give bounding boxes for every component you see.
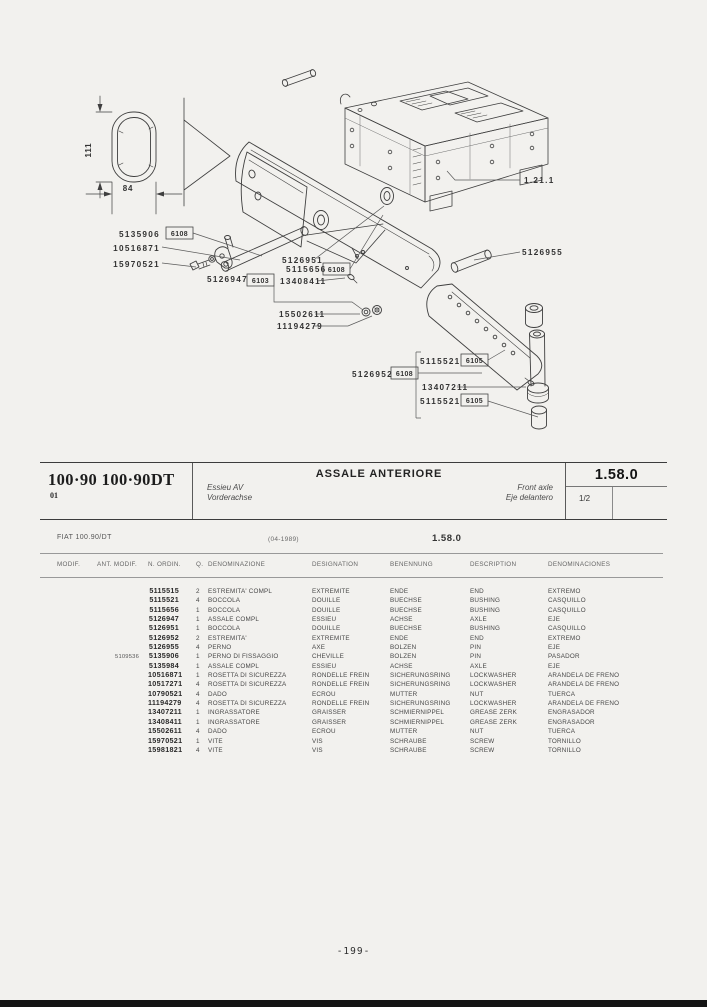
col-modif: MODIF. (57, 561, 81, 568)
part-callout: 15502611 (279, 310, 326, 319)
title-cell (193, 463, 565, 519)
cell-denominaciones: TUERCA (548, 728, 576, 736)
cell-description: BUSHING (470, 625, 501, 633)
cell-denominaciones: ARANDELA DE FRENO (548, 700, 620, 708)
assembly-ref-callout: 1.21.1 (524, 176, 555, 185)
cell-part-number: 5115656 (149, 604, 179, 614)
cell-benennung: MUTTER (390, 690, 418, 698)
table-row (57, 689, 661, 698)
table-row (57, 661, 661, 670)
cell-denominaciones: CASQUILLO (548, 597, 586, 605)
col-designation: DESIGNATION (312, 561, 359, 568)
part-callout: 13407211 (422, 383, 469, 392)
cell-description: LOCKWASHER (470, 700, 517, 708)
table-row (57, 586, 661, 595)
table-row (57, 623, 661, 632)
cell-benennung: SCHMIERNIPPEL (390, 718, 445, 726)
cell-description: SCREW (470, 746, 495, 754)
table-rule (40, 553, 663, 554)
cell-designation: CHEVILLE (312, 653, 345, 661)
cell-denominaciones: TUERCA (548, 690, 576, 698)
cell-denominaciones: TORNILLO (548, 737, 581, 745)
cell-part-number: 15970521 (148, 735, 183, 745)
cell-denominazione: INGRASSATORE (208, 709, 260, 717)
cell-description: AXLE (470, 662, 487, 670)
title-block (40, 462, 667, 520)
page-title: ASSALE ANTERIORE (315, 468, 443, 480)
cell-description: BUSHING (470, 597, 501, 605)
cell-quantity: 2 (196, 588, 200, 595)
cell-part-number: 5115521 (149, 595, 179, 605)
part-callout: 5115656 (286, 265, 327, 274)
dimension-height-label: 111 (84, 142, 93, 158)
cell-denominazione: ASSALE COMPL (208, 662, 260, 670)
cell-denominaciones: EJE (548, 644, 561, 652)
cell-quantity: 1 (196, 737, 200, 745)
cell-denominaciones: ENGRASADOR (548, 709, 595, 717)
part-callout: 5126955 (522, 248, 563, 257)
cell-denominazione: ROSETTA DI SICUREZZA (208, 681, 287, 689)
table-row (57, 736, 661, 745)
ref-tag: 6108 (395, 371, 414, 378)
cell-description: NUT (470, 728, 484, 736)
cell-description: END (470, 588, 484, 595)
cell-denominaciones: EXTREMO (548, 588, 581, 595)
part-callout: 13408411 (280, 277, 327, 286)
cell-designation: VIS (312, 737, 323, 745)
table-rule (40, 577, 663, 578)
cell-denominazione: VITE (208, 737, 223, 745)
catalog-model: FIAT 100.90/DT (57, 534, 112, 541)
cell-part-number: 5126955 (148, 642, 179, 652)
cell-denominazione: PERNO (208, 644, 232, 652)
cell-quantity: 1 (196, 606, 200, 614)
cell-designation: RONDELLE FREIN (312, 681, 370, 689)
col-denominazione: DENOMINAZIONE (208, 561, 266, 568)
cell-description: LOCKWASHER (470, 681, 517, 689)
cell-description: PIN (470, 653, 482, 661)
cell-benennung: MUTTER (390, 728, 418, 736)
cell-denominaciones: EJE (548, 616, 561, 624)
cell-part-number: 10790521 (148, 688, 183, 698)
cell-denominazione: BOCCOLA (208, 625, 241, 633)
col-n-ordin: N. ORDIN. (148, 561, 181, 568)
cell-denominazione: ROSETTA DI SICUREZZA (208, 672, 287, 680)
cell-quantity: 4 (196, 681, 200, 689)
cell-denominazione: PERNO DI FISSAGGIO (208, 653, 279, 661)
cell-part-number: 5126952 (148, 632, 179, 642)
cell-description: BUSHING (470, 606, 501, 614)
cell-part-number: 13407211 (148, 707, 182, 717)
cell-denominaciones: PASADOR (548, 653, 580, 661)
cell-designation: ECROU (312, 728, 336, 736)
ref-tag: 6105 (465, 358, 484, 365)
subtitle-right (506, 483, 553, 503)
col-benennung: BENENNUNG (390, 561, 433, 568)
part-callout: 5126951 (282, 256, 323, 265)
table-body (57, 586, 661, 754)
cell-quantity: 4 (196, 728, 200, 736)
part-callout: 5135906 (119, 230, 160, 239)
table-row (57, 717, 661, 726)
cell-denominaciones: ARANDELA DE FRENO (548, 672, 620, 680)
cell-designation: DOUILLE (312, 625, 341, 633)
cell-denominaciones: ARANDELA DE FRENO (548, 681, 620, 689)
cell-description: END (470, 634, 484, 642)
cell-description: SCREW (470, 737, 495, 745)
table-row (57, 595, 661, 604)
cell-denominazione: VITE (208, 746, 223, 754)
cell-quantity: 1 (196, 718, 200, 726)
cell-ant-modif: 5109536 (115, 654, 139, 661)
cell-part-number: 5126947 (148, 614, 179, 624)
table-row (57, 651, 661, 660)
model-note: 01 (50, 491, 58, 500)
col-denominaciones: DENOMINACIONES (548, 561, 611, 568)
cell-benennung: SICHERUNGSRING (390, 681, 451, 689)
cell-quantity: 4 (196, 700, 200, 708)
cell-benennung: ENDE (390, 588, 409, 595)
cell-denominazione: ESTREMITA' (208, 634, 247, 642)
cell-description: GREASE ZERK (470, 709, 517, 717)
cell-benennung: BOLZEN (390, 653, 417, 661)
dimension-width-label: 84 (122, 184, 134, 193)
cell-quantity: 1 (196, 616, 200, 624)
cell-description: NUT (470, 690, 484, 698)
cell-description: LOCKWASHER (470, 672, 517, 680)
cell-benennung: ACHSE (390, 616, 413, 624)
cell-part-number: 11194279 (148, 698, 182, 708)
cell-description: GREASE ZERK (470, 718, 517, 726)
cell-part-number: 13408411 (148, 716, 182, 726)
cell-part-number: 5115515 (149, 586, 179, 595)
cell-part-number: 15981821 (148, 744, 183, 754)
parts-table (40, 528, 667, 760)
table-row (57, 726, 661, 735)
table-row (57, 707, 661, 716)
cell-designation: EXTREMITE (312, 588, 350, 595)
cell-denominaciones: CASQUILLO (548, 606, 586, 614)
part-callout: 15970521 (113, 260, 160, 269)
ref-tag: 6108 (327, 267, 346, 274)
subtitle-left (207, 483, 252, 503)
sheet-number-value: 1/2 (579, 494, 591, 503)
cell-quantity: 1 (196, 709, 200, 717)
section-code-cell (565, 463, 667, 519)
cell-designation: EXTREMITE (312, 634, 350, 642)
table-row (57, 745, 661, 754)
cell-denominazione: DADO (208, 690, 227, 698)
cell-description: AXLE (470, 616, 487, 624)
table-row (57, 642, 661, 651)
scan-edge (0, 1000, 707, 1007)
part-callout: 11194279 (277, 322, 323, 331)
page-number: -199- (336, 946, 371, 957)
table-header-row (57, 561, 661, 568)
part-callout: 5126952 (352, 370, 393, 379)
cell-benennung: SCHRAUBE (390, 737, 427, 745)
subtitle-german: Vorderachse (207, 493, 253, 502)
cell-quantity: 1 (196, 662, 200, 670)
cell-part-number: 5135984 (148, 660, 179, 670)
col-ant-modif: ANT. MODIF. (97, 561, 138, 568)
cell-denominazione: BOCCOLA (208, 606, 241, 614)
table-row (57, 605, 661, 614)
table-row (57, 698, 661, 707)
cell-benennung: SCHRAUBE (390, 746, 427, 754)
part-callout: 5126947 (207, 275, 248, 284)
cell-quantity: 4 (196, 746, 200, 754)
model-cell (40, 463, 193, 519)
cell-designation: GRAISSER (312, 709, 347, 717)
table-row (57, 679, 661, 688)
sheet-number (566, 487, 667, 519)
cell-denominaciones: TORNILLO (548, 746, 581, 754)
cell-quantity: 4 (196, 644, 200, 652)
col-description: DESCRIPTION (470, 561, 517, 568)
table-row (57, 614, 661, 623)
cell-denominazione: DADO (208, 728, 227, 736)
issue-date: (04-1989) (268, 536, 299, 543)
cell-designation: VIS (312, 746, 323, 754)
cell-denominaciones: ENGRASADOR (548, 718, 595, 726)
cell-designation: AXE (312, 644, 326, 652)
cell-benennung: BOLZEN (390, 644, 417, 652)
col-q: Q. (196, 561, 204, 568)
cell-part-number: 5126951 (148, 623, 179, 633)
cell-denominaciones: CASQUILLO (548, 625, 586, 633)
subtitle-french: Essieu AV (207, 483, 244, 492)
cell-denominaciones: EJE (548, 662, 561, 670)
cell-denominazione: BOCCOLA (208, 597, 241, 605)
cell-designation: ESSIEU (312, 662, 337, 670)
cell-designation: DOUILLE (312, 606, 341, 614)
section-code: 1.58.0 (566, 463, 667, 487)
cell-denominazione: INGRASSATORE (208, 718, 260, 726)
cell-benennung: SICHERUNGSRING (390, 700, 451, 708)
cell-benennung: BUECHSE (390, 597, 422, 605)
subtitle-english: Front axle (517, 483, 553, 492)
cell-benennung: ENDE (390, 634, 409, 642)
model-designation: 100·90 100·90DT (48, 470, 175, 489)
cell-designation: RONDELLE FREIN (312, 700, 370, 708)
ref-tag: 6103 (251, 278, 270, 285)
cell-benennung: SICHERUNGSRING (390, 672, 451, 680)
cell-designation: GRAISSER (312, 718, 347, 726)
table-row (57, 633, 661, 642)
cell-description: PIN (470, 644, 482, 652)
cell-denominaciones: EXTREMO (548, 634, 581, 642)
cell-quantity: 1 (196, 672, 200, 680)
cell-part-number: 5135906 (148, 651, 179, 661)
cell-designation: ESSIEU (312, 616, 337, 624)
cell-quantity: 4 (196, 690, 200, 698)
ref-tag: 6105 (465, 398, 484, 405)
table-row (57, 670, 661, 679)
cell-benennung: SCHMIERNIPPEL (390, 709, 445, 717)
ref-tag: 6108 (170, 231, 189, 238)
cell-part-number: 10516871 (148, 670, 183, 680)
cell-denominazione: ROSETTA DI SICUREZZA (208, 700, 287, 708)
cell-designation: DOUILLE (312, 597, 341, 605)
cell-part-number: 10517271 (148, 679, 183, 689)
cell-benennung: BUECHSE (390, 606, 422, 614)
part-callout: 10516871 (113, 244, 160, 253)
part-callout: 5115521 (420, 397, 461, 406)
part-callout: 5115521 (420, 357, 461, 366)
table-section-code: 1.58.0 (432, 533, 462, 544)
cell-quantity: 2 (196, 634, 200, 642)
cell-benennung: BUECHSE (390, 625, 422, 633)
cell-denominazione: ASSALE COMPL (208, 616, 260, 624)
cell-benennung: ACHSE (390, 662, 413, 670)
cell-quantity: 4 (196, 597, 200, 605)
subtitle-spanish: Eje delantero (505, 493, 553, 502)
cell-part-number: 15502611 (148, 726, 182, 736)
cell-designation: ECROU (312, 690, 336, 698)
cell-quantity: 1 (196, 625, 200, 633)
cell-quantity: 1 (196, 653, 200, 661)
exploded-diagram (0, 0, 707, 462)
cell-denominazione: ESTREMITA' COMPL (208, 588, 273, 595)
cell-designation: RONDELLE FREIN (312, 672, 370, 680)
